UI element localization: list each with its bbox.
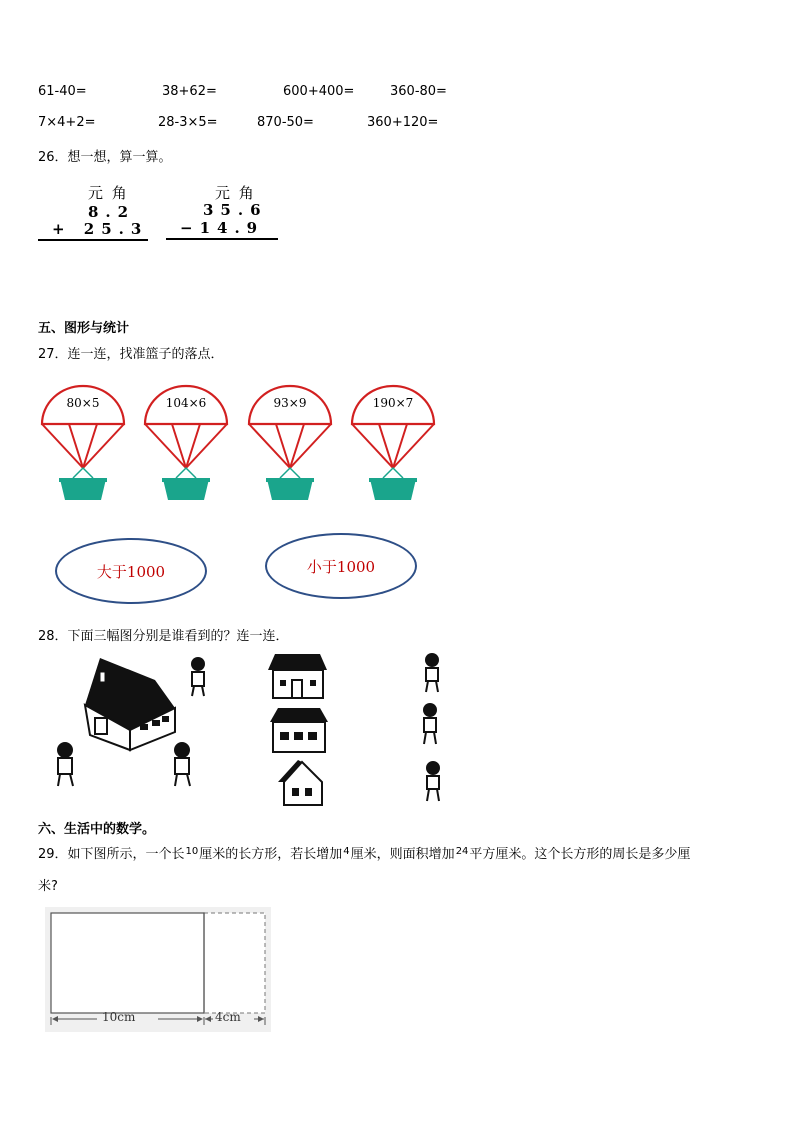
label-4cm: 4cm xyxy=(215,1010,241,1024)
basket xyxy=(267,479,313,500)
oval-less-1000[interactable]: 小于1000 xyxy=(265,533,417,599)
q29-title-cont: 米? xyxy=(38,879,58,894)
expr-28-3x5: 28-3×5= xyxy=(158,115,218,130)
q29-n1: 10 xyxy=(185,846,199,857)
basket xyxy=(163,479,209,500)
q29-title-d: 平方厘米。这个长方形的周长是多少厘 xyxy=(469,847,691,862)
section5-heading: 五、图形与统计 xyxy=(38,321,130,336)
q26-right-rule xyxy=(166,238,278,240)
child-option-2[interactable] xyxy=(423,703,437,744)
basket-handle xyxy=(176,468,196,478)
q29-title xyxy=(38,843,758,862)
child-option-3[interactable] xyxy=(426,761,440,801)
basket-rim xyxy=(266,478,314,482)
q26-right-line2: −14.9 xyxy=(180,219,265,237)
q28-title: 28．下面三幅图分别是谁看到的？连一连． xyxy=(38,629,289,644)
basket-rim xyxy=(162,478,210,482)
q26-left-line1: 8.2 xyxy=(88,203,136,221)
q26-left-header: 元 角 xyxy=(88,184,129,202)
q26-right-line1: 35.6 xyxy=(203,201,268,219)
q29-title-a: 29．如下图所示，一个长 xyxy=(38,847,185,862)
expr-870-50: 870-50= xyxy=(257,115,314,130)
expr-360+120: 360+120= xyxy=(367,115,439,130)
child-bottom-left xyxy=(57,742,73,786)
q26-right-header: 元 角 xyxy=(215,184,256,202)
expr-360-80: 360-80= xyxy=(390,84,447,99)
rectangle-diagram xyxy=(45,907,271,1032)
basket xyxy=(60,479,106,500)
parachute-label-4: 190×7 xyxy=(372,396,414,410)
oval-greater-1000[interactable]: 大于1000 xyxy=(55,538,207,604)
section6-heading: 六、生活中的数学。 xyxy=(38,822,156,837)
expr-61-40: 61-40= xyxy=(38,84,87,99)
q29-n3: 24 xyxy=(455,846,469,857)
q29-n2: 4 xyxy=(343,846,350,857)
child-top-right xyxy=(191,657,205,696)
expr-600+400: 600+400= xyxy=(283,84,355,99)
q26-title: 26．想一想，算一算。 xyxy=(38,150,172,165)
child-bottom-right xyxy=(174,742,190,786)
basket-rim xyxy=(59,478,107,482)
parachute-label-1: 80×5 xyxy=(66,396,100,410)
q26-left-line2: + 25.3 xyxy=(52,220,149,238)
q29-title-b: 厘米的长方形，若长增加 xyxy=(199,847,343,862)
label-10cm: 10cm xyxy=(102,1010,136,1024)
q28-illustration xyxy=(40,650,460,810)
child-option-1[interactable] xyxy=(425,653,439,692)
view-side-house xyxy=(270,708,328,752)
basket-handle xyxy=(383,468,403,478)
big-house-image xyxy=(85,658,175,750)
q29-title-c: 厘米，则面积增加 xyxy=(350,847,455,862)
basket xyxy=(370,479,416,500)
q26-left-rule xyxy=(38,239,148,241)
basket-handle xyxy=(280,468,300,478)
parachute-label-2: 104×6 xyxy=(165,396,207,410)
parachute-label-3: 93×9 xyxy=(273,396,307,410)
expr-7x4+2: 7×4+2= xyxy=(38,115,96,130)
q27-title: 27．连一连，找准篮子的落点． xyxy=(38,347,224,362)
basket-handle xyxy=(73,468,93,478)
basket-rim xyxy=(369,478,417,482)
expr-38+62: 38+62= xyxy=(162,84,217,99)
view-front-house xyxy=(268,654,327,698)
view-gable-house xyxy=(278,760,322,805)
